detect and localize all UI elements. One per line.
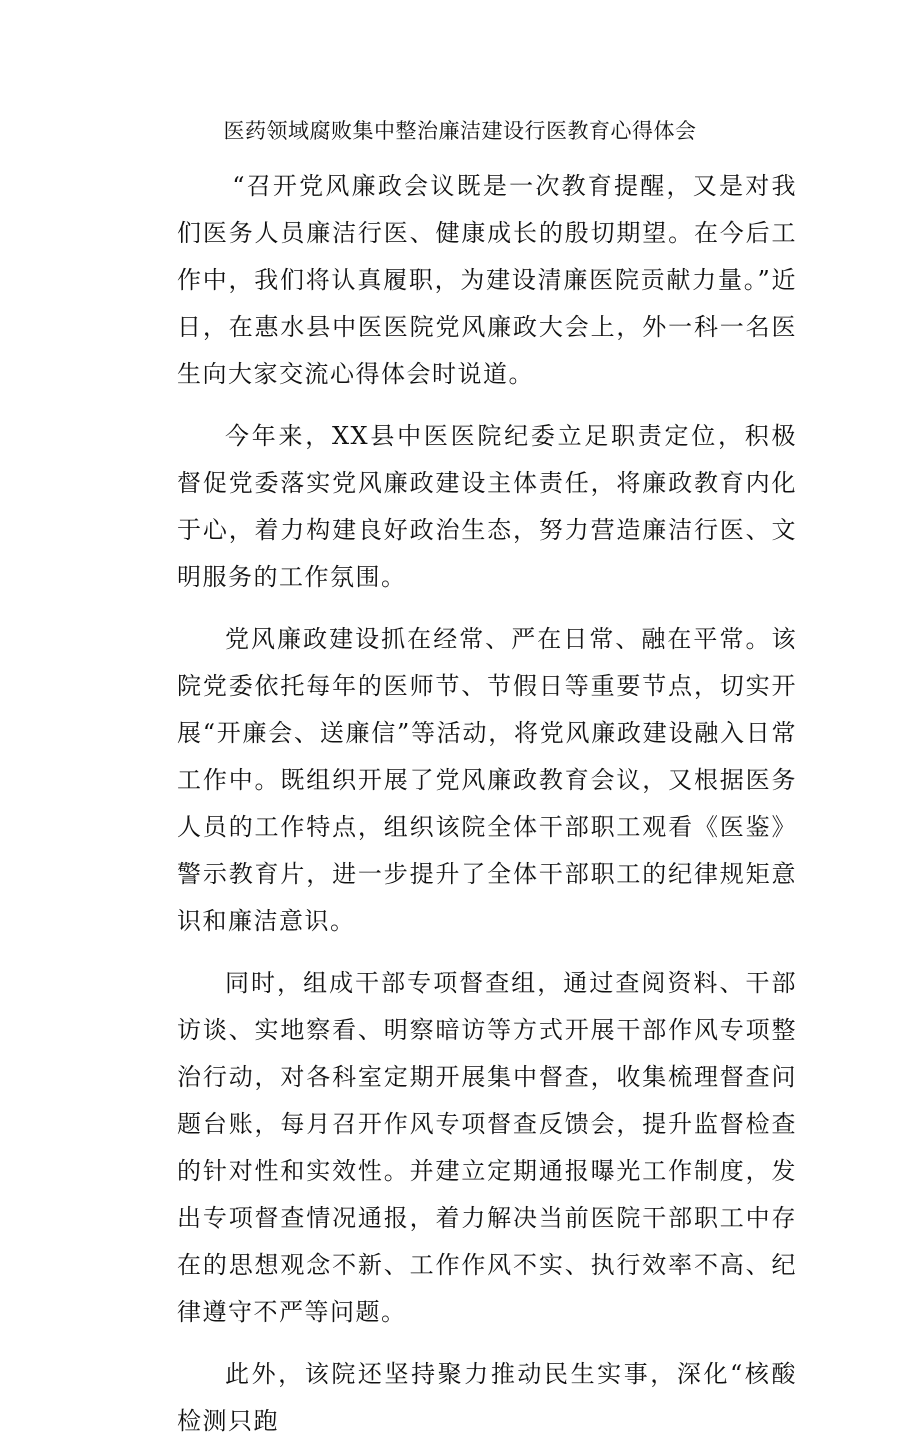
paragraph-3: 党风廉政建设抓在经常、严在日常、融在平常。该院党委依托每年的医师节、节假日等重要节点，切实开展“开廉会、送廉信”等活动，将党风廉政建设融入日常工作中。既组织开展了党风廉政教育会议，又根据医务人员的工作特点，组织该院全体干部职工观看《医鉴》警示教育片，进一步提升了全体干部职工的纪律规矩意识和廉洁意识。: [177, 625, 797, 935]
paragraph-5: 此外，该院还坚持聚力推动民生实事，深化“核酸检测只跑: [177, 1360, 797, 1435]
document-title: 医药领域腐败集中整治廉洁建设行医教育心得体会: [223, 119, 697, 143]
paragraph-4: 同时，组成干部专项督查组，通过查阅资料、干部访谈、实地察看、明察暗访等方式开展干部作风专项整治行动，对各科室定期开展集中督查，收集梳理督查问题台账，每月召开作风专项督查反馈会，提升监督检查的针对性和实效性。并建立定期通报曝光工作制度，发出专项督查情况通报，着力解决当前医院干部职工中存在的思想观念不新、工作作风不实、执行效率不高、纪律遵守不严等问题。: [177, 969, 797, 1326]
document-body: [177, 163, 797, 1445]
paragraph-1: “召开党风廉政会议既是一次教育提醒，又是对我们医务人员廉洁行医、健康成长的殷切期望。在今后工作中，我们将认真履职，为建设清廉医院贡献力量。”近日，在惠水县中医医院党风廉政大会上，外一科一名医生向大家交流心得体会时说道。: [177, 172, 797, 388]
paragraph-2: 今年来，XX县中医医院纪委立足职责定位，积极督促党委落实党风廉政建设主体责任，将廉政教育内化于心，着力构建良好政治生态，努力营造廉洁行医、文明服务的工作氛围。: [177, 422, 797, 591]
